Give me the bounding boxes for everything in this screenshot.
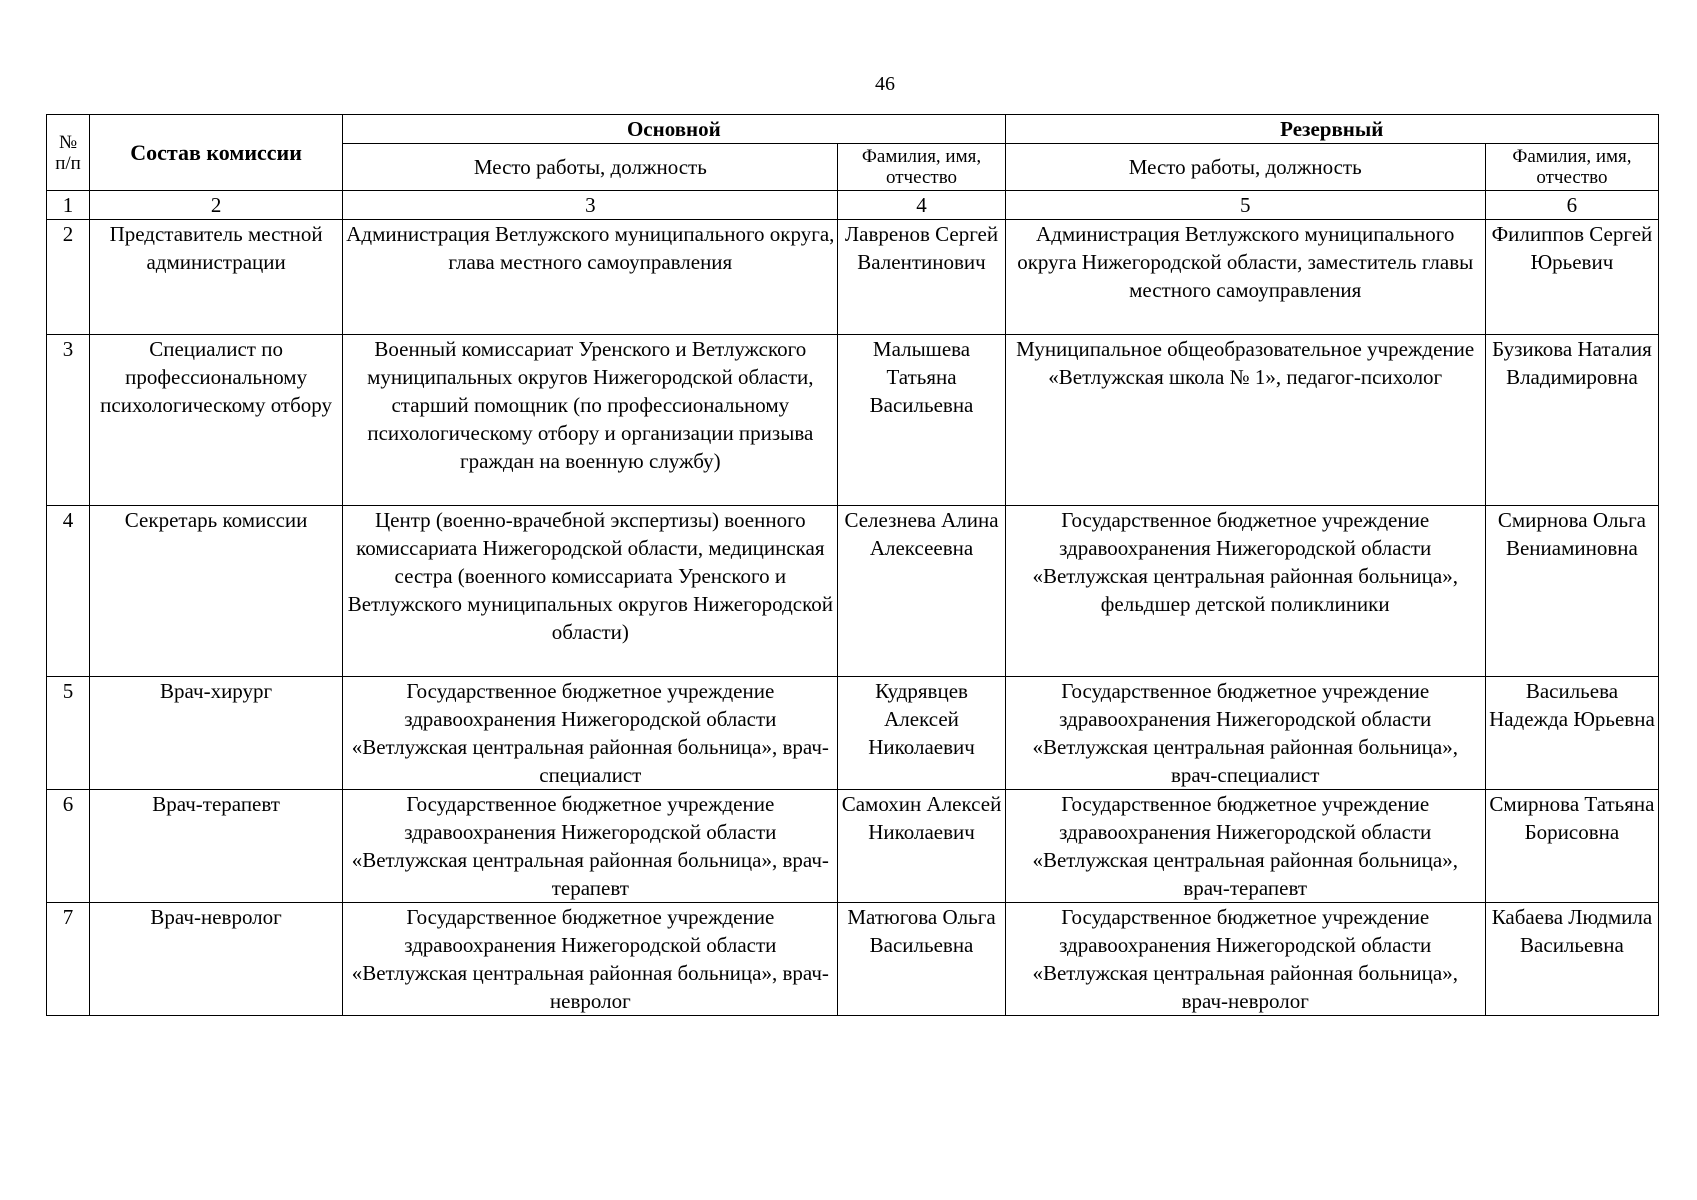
row-reserve-workplace: Администрация Ветлужского муниципального округа Нижегородской области, заместитель главы местного самоуправления (1005, 220, 1485, 335)
table-row (47, 677, 1659, 790)
commission-table (46, 114, 1659, 1016)
row-number: 4 (47, 506, 90, 677)
header-main-group: Основной (343, 115, 1005, 144)
row-main-workplace: Государственное бюджетное учреждение здравоохранения Нижегородской области «Ветлужская центральная районная больница», врач-терапевт (343, 790, 838, 903)
column-number: 2 (90, 191, 343, 220)
row-main-name: Кудрявцев Алексей Николаевич (838, 677, 1005, 790)
row-main-workplace: Центр (военно-врачебной экспертизы) военного комиссариата Нижегородской области, медицинская сестра (военного комиссариата Уренского и Ветлужского муниципальных округов Нижегородской области) (343, 506, 838, 677)
row-reserve-name: Смирнова Татьяна Борисовна (1485, 790, 1658, 903)
row-reserve-workplace: Государственное бюджетное учреждение здравоохранения Нижегородской области «Ветлужская центральная районная больница», врач-терапевт (1005, 790, 1485, 903)
row-main-workplace: Государственное бюджетное учреждение здравоохранения Нижегородской области «Ветлужская центральная районная больница», врач-специалист (343, 677, 838, 790)
table-row (47, 903, 1659, 1016)
row-main-workplace: Военный комиссариат Уренского и Ветлужского муниципальных округов Нижегородской области, старший помощник (по профессиональному психологическому отбору и организации призыва граждан на военную службу) (343, 335, 838, 506)
row-role: Секретарь комиссии (90, 506, 343, 677)
row-reserve-name: Филиппов Сергей Юрьевич (1485, 220, 1658, 335)
column-number: 5 (1005, 191, 1485, 220)
row-role: Врач-терапевт (90, 790, 343, 903)
column-number: 4 (838, 191, 1005, 220)
row-reserve-name: Васильева Надежда Юрьевна (1485, 677, 1658, 790)
row-reserve-name: Кабаева Людмила Васильевна (1485, 903, 1658, 1016)
header-reserve-workplace: Место работы, должность (1005, 144, 1485, 191)
row-role: Специалист по профессиональному психологическому отбору (90, 335, 343, 506)
row-role: Врач-хирург (90, 677, 343, 790)
page-number: 46 (875, 73, 895, 95)
header-main-workplace: Место работы, должность (343, 144, 838, 191)
table-row (47, 220, 1659, 335)
row-main-name: Селезнева Алина Алексеевна (838, 506, 1005, 677)
row-reserve-workplace: Муниципальное общеобразовательное учреждение «Ветлужская школа № 1», педагог-психолог (1005, 335, 1485, 506)
row-reserve-name: Бузикова Наталия Владимировна (1485, 335, 1658, 506)
header-main-name: Фамилия, имя, отчество (838, 144, 1005, 191)
row-role: Врач-невролог (90, 903, 343, 1016)
row-main-name: Малышева Татьяна Васильевна (838, 335, 1005, 506)
row-number: 6 (47, 790, 90, 903)
header-reserve-group: Резервный (1005, 115, 1658, 144)
header-composition: Состав комиссии (90, 115, 343, 191)
table-row (47, 335, 1659, 506)
row-role: Представитель местной администрации (90, 220, 343, 335)
row-main-name: Матюгова Ольга Васильевна (838, 903, 1005, 1016)
row-main-workplace: Администрация Ветлужского муниципального округа, глава местного самоуправления (343, 220, 838, 335)
table-row (47, 790, 1659, 903)
row-number: 2 (47, 220, 90, 335)
header-reserve-name: Фамилия, имя, отчество (1485, 144, 1658, 191)
row-number: 3 (47, 335, 90, 506)
row-main-name: Самохин Алексей Николаевич (838, 790, 1005, 903)
column-number: 3 (343, 191, 838, 220)
row-main-workplace: Государственное бюджетное учреждение здравоохранения Нижегородской области «Ветлужская центральная районная больница», врач-невролог (343, 903, 838, 1016)
row-number: 7 (47, 903, 90, 1016)
column-number: 1 (47, 191, 90, 220)
row-reserve-workplace: Государственное бюджетное учреждение здравоохранения Нижегородской области «Ветлужская центральная районная больница», врач-специалист (1005, 677, 1485, 790)
row-reserve-workplace: Государственное бюджетное учреждение здравоохранения Нижегородской области «Ветлужская центральная районная больница», фельдшер детской поликлиники (1005, 506, 1485, 677)
row-number: 5 (47, 677, 90, 790)
header-number: № п/п (47, 115, 90, 191)
row-reserve-workplace: Государственное бюджетное учреждение здравоохранения Нижегородской области «Ветлужская центральная районная больница», врач-невролог (1005, 903, 1485, 1016)
row-reserve-name: Смирнова Ольга Вениаминовна (1485, 506, 1658, 677)
column-number: 6 (1485, 191, 1658, 220)
row-main-name: Лавренов Сергей Валентинович (838, 220, 1005, 335)
table-row (47, 506, 1659, 677)
